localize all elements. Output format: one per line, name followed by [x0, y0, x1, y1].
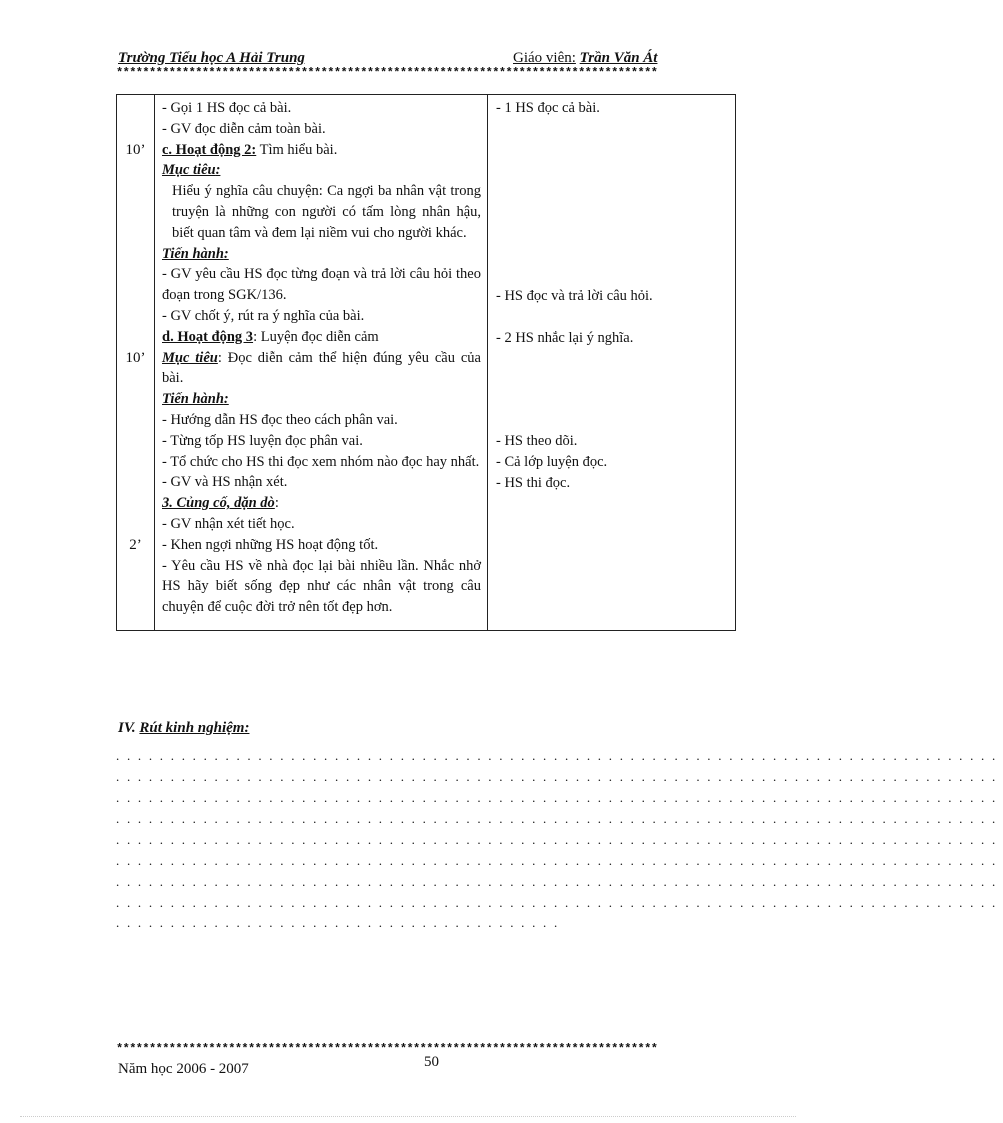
activity-2-heading: c. Hoạt động 2: Tìm hiểu bài.	[162, 141, 338, 158]
dotted-line: .................................................................................	[116, 811, 1003, 826]
school-year: Năm học 2006 - 2007	[118, 1061, 249, 1077]
activity-line: - Gọi 1 HS đọc cả bài.	[162, 100, 292, 116]
student-line: - HS theo dõi.	[496, 433, 578, 450]
page-number: 50	[424, 1054, 439, 1070]
table-row	[117, 95, 736, 631]
objective-text: Hiểu ý nghĩa câu chuyện: Ca ngợi ba nhân vật trong truyện là những con người có tấm lòng nhân hậu, biết quan tâm và đem lại niềm vui cho người khác.	[172, 183, 481, 241]
activity-line: - Khen ngợi những HS hoạt động tốt.	[162, 536, 379, 553]
activity-line: - Từng tốp HS luyện đọc phân vai.	[162, 432, 363, 449]
lesson-table	[116, 94, 736, 631]
student-line: - 1 HS đọc cả bài.	[496, 100, 600, 116]
dotted-line: .................................................................................	[116, 769, 1003, 784]
review-heading: IV. Rút kinh nghiệm:	[118, 720, 250, 736]
dotted-line: .................................................................................	[116, 853, 1003, 868]
objective-2: Mục tiêu: Đọc diễn cảm thể hiện đúng yêu cầu của bài.	[162, 349, 481, 387]
school-name: Trường Tiểu học A Hải Trung	[118, 50, 305, 66]
dotted-line: .................................................................................	[116, 790, 1003, 805]
activity-line: - Hướng dẫn HS đọc theo cách phân vai.	[162, 411, 398, 428]
activity-line: - Tổ chức cho HS thi đọc xem nhóm nào đọc hay nhất.	[162, 453, 480, 470]
dotted-line: .................................................................................	[116, 748, 1003, 763]
consolidation-heading: 3. Củng cố, dặn dò:	[162, 495, 279, 512]
time-label-2: 10’	[125, 350, 146, 366]
activity-line: - GV và HS nhận xét.	[162, 474, 288, 491]
procedure-heading: Tiến hành:	[162, 245, 229, 262]
procedure-heading-2: Tiến hành:	[162, 391, 229, 408]
student-line: - 2 HS nhắc lại ý nghĩa.	[496, 329, 634, 346]
teacher-name: Trần Văn Át	[579, 50, 658, 66]
activity-3-heading: d. Hoạt động 3: Luyện đọc diễn cảm	[162, 328, 379, 345]
page-edge	[20, 1116, 796, 1117]
student-line: - HS thi đọc.	[496, 474, 571, 491]
time-column	[117, 95, 155, 631]
footer-separator: **********************************************************************************	[116, 1042, 658, 1056]
activity-line: - Yêu cầu HS về nhà đọc lại bài nhiều lần. Nhắc nhở HS hãy biết sống đẹp như các nhân vật trong câu chuyện để cuộc đời trở nên tốt đẹp hơn.	[162, 557, 481, 616]
teacher-activity-column	[155, 95, 488, 631]
dotted-line: .................................................................................	[116, 874, 1003, 889]
dotted-line: .................................................................................	[116, 832, 1003, 847]
activity-line: - GV yêu cầu HS đọc từng đoạn và trả lời câu hỏi theo đoạn trong SGK/136.	[162, 266, 481, 304]
student-line: - HS đọc và trả lời câu hỏi.	[496, 287, 653, 304]
objective-heading: Mục tiêu:	[162, 162, 221, 179]
time-label-3: 2’	[129, 537, 142, 553]
header-separator: **********************************************************************************	[116, 66, 658, 80]
student-activity-column	[488, 95, 736, 631]
activity-line: - GV đọc diễn cảm toàn bài.	[162, 120, 326, 137]
activity-line: - GV nhận xét tiết học.	[162, 515, 295, 532]
dotted-line: .................................................................................	[116, 895, 1003, 910]
teacher-label: Giáo viên:	[513, 50, 576, 66]
activity-line: - GV chốt ý, rút ra ý nghĩa của bài.	[162, 307, 365, 324]
dotted-line: .........................................	[116, 915, 565, 930]
student-line: - Cả lớp luyện đọc.	[496, 454, 608, 471]
time-label-1: 10’	[125, 142, 146, 158]
teacher-info	[513, 50, 657, 67]
